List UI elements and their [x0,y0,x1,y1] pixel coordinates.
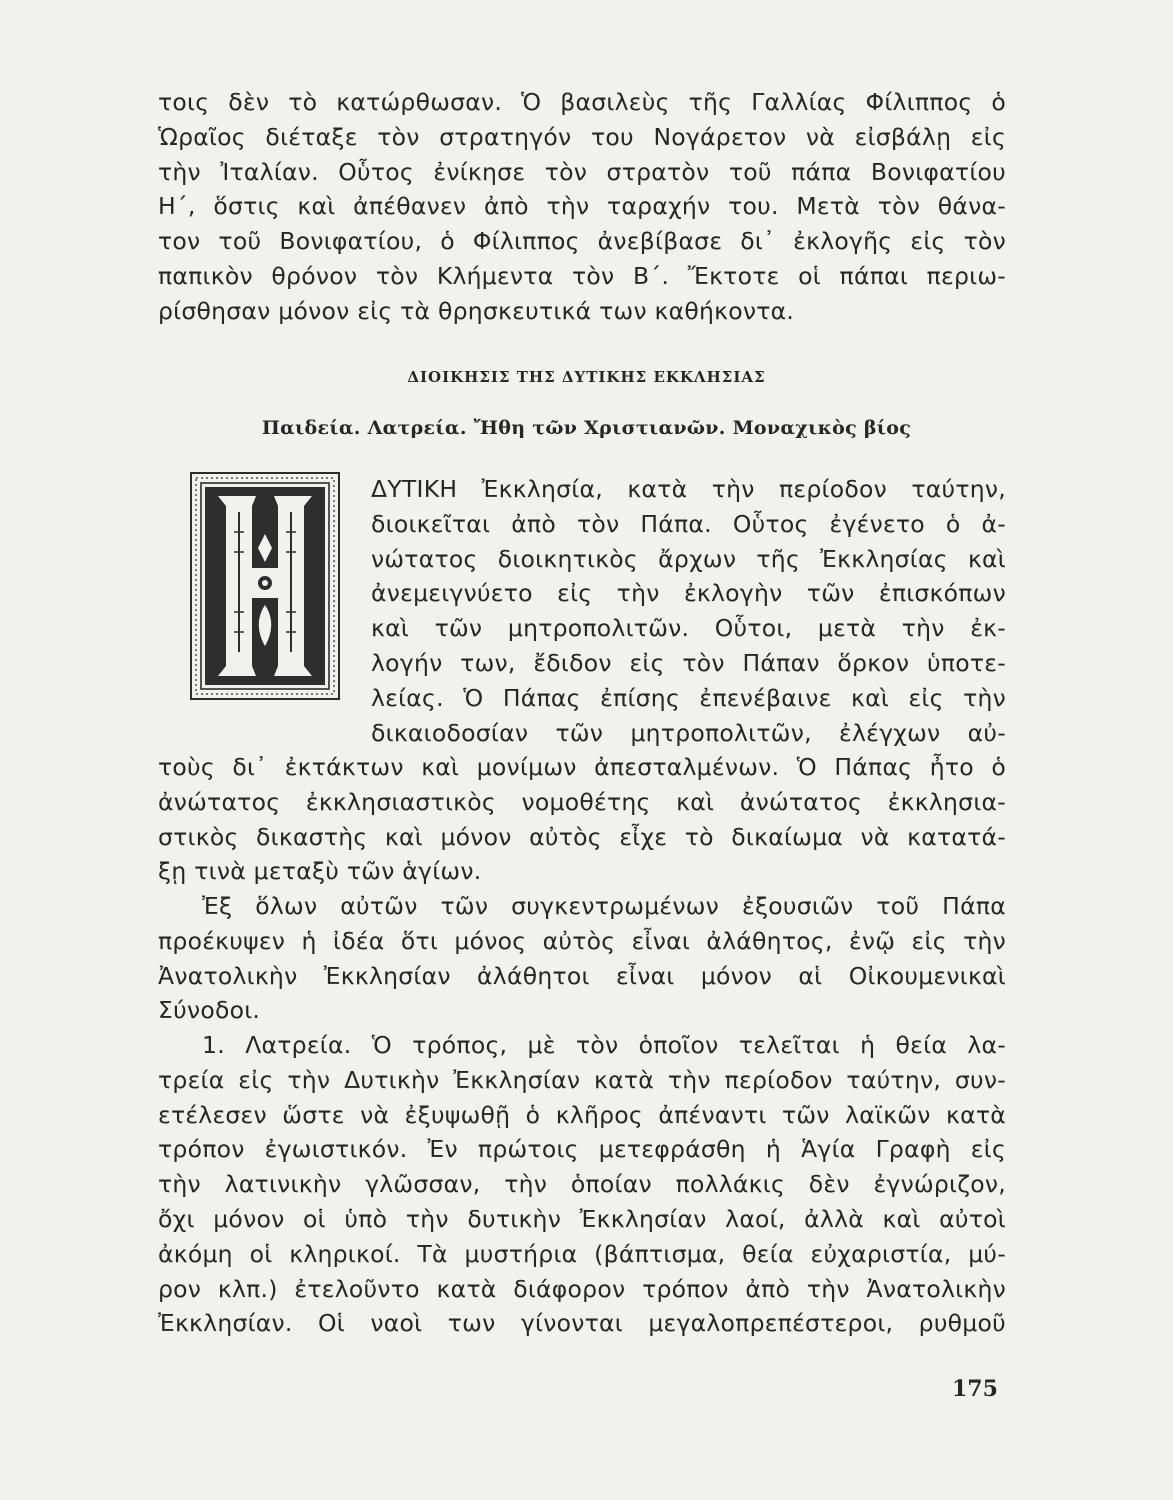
intro-paragraph [158,85,1006,329]
text-line: ὄχι μόνον οἱ ὑπὸ τὴν δυτικὴν Ἐκκλησίαν λαοί, ἀλλὰ καὶ αὐτοὶ [158,1204,1006,1233]
text-line: Ἐξ ὅλων αὐτῶν τῶν συγκεντρωμένων ἐξουσιῶν τοῦ Πάπα [202,892,1006,920]
text-line: λείας. Ὁ Πάπας ἐπίσης ἐπενέβαινε καὶ εἰς τὴν [371,683,1006,712]
text-line: Η΄, ὅστις καὶ ἀπέθανεν ἀπὸ τὴν ταραχήν του. Μετὰ τὸν θάνα- [158,192,1006,221]
text-line: τοὺς δι᾽ ἐκτάκτων καὶ μονίμων ἀπεσταλμένων. Ὁ Πάπας ἦτο ὁ [158,753,1006,781]
decorated-initial-letter [190,472,340,700]
paragraph-worship [158,1028,1006,1341]
text-line: ξῃ τινὰ μεταξὺ τῶν ἁγίων. [158,857,482,886]
text-line: παπικὸν θρόνον τὸν Κλήμεντα τὸν Β΄. Ἔκτοτε οἱ πάπαι περιω- [158,261,1006,290]
text-line: Ἐκκλησίαν. Οἱ ναοὶ των γίνονται μεγαλοπρεπέστεροι, ρυθμοῦ [158,1309,1006,1338]
text-line: καὶ τῶν μητροπολιτῶν. Οὗτοι, μετὰ τὴν ἐκ- [371,614,1006,643]
text-line: τον τοῦ Βονιφατίου, ὁ Φίλιππος ἀνεβίβασε δι᾽ ἐκλογῆς εἰς τὸν [158,227,1006,256]
text-line: στικὸς δικαστὴς καὶ μόνον αὐτὸς εἶχε τὸ δικαίωμα νὰ κατατά- [158,822,1006,851]
text-line: Σύνοδοι. [158,996,261,1025]
text-line: τὴν Ἰταλίαν. Οὗτος ἐνίκησε τὸν στρατὸν τοῦ πάπα Βονιφατίου [158,157,1006,186]
page-number: 175 [952,1376,998,1402]
text-line: ρον κλπ.) ἐτελοῦντο κατὰ διάφορον τρόπον ἀπὸ τὴν Ἀνατολικὴν [158,1274,1006,1303]
text-line: Ὡραῖος διέταξε τὸν στρατηγόν του Νογάρετον νὰ εἰσβάλῃ εἰς [158,122,1006,151]
text-line: δικαιοδοσίαν τῶν μητροπολιτῶν, ἐλέγχων αὐ- [371,718,1006,747]
body-paragraph-full [158,750,1006,889]
body-paragraph-narrow [371,472,1006,750]
text-line: ἀνώτατος ἐκκλησιαστικὸς νομοθέτης καὶ ἀνώτατος ἐκκλησια- [158,787,1006,816]
text-line: νώτατος διοικητικὸς ἄρχων τῆς Ἐκκλησίας καὶ [371,544,1006,573]
text-line: ΔΥΤΙΚΗ Ἐκκλησία, κατὰ τὴν περίοδον ταύτην, [371,475,1006,503]
text-line: τρόπον ἐγωιστικόν. Ἐν πρώτοις μετεφράσθη ἡ Ἁγία Γραφὴ εἰς [158,1135,1006,1164]
text-line: ετέλεσεν ὥστε νὰ ἐξυψωθῇ ὁ κλῆρος ἀπέναντι τῶν λαϊκῶν κατὰ [158,1100,1006,1129]
section-subtitle: Παιδεία. Λατρεία. Ἤθη τῶν Χριστιανῶν. Μοναχικὸς βίος [261,417,912,439]
text-line: τρεία εἰς τὴν Δυτικὴν Ἐκκλησίαν κατὰ τὴν περίοδον ταύτην, συν- [158,1065,1006,1094]
text-line: τὴν λατινικὴν γλῶσσαν, τὴν ὁποίαν πολλάκις δὲν ἐγνώριζον, [158,1170,1006,1199]
text-line: ἀκόμη οἱ κληρικοί. Τὰ μυστήρια (βάπτισμα, θεία εὐχαριστία, μύ- [158,1239,1006,1268]
text-line: προέκυψεν ἡ ἰδέα ὅτι μόνος αὐτὸς εἶναι ἀλάθητος, ἐνῷ εἰς τὴν [158,926,1006,955]
section-title: ΔΙΟΙΚΗΣΙΣ ΤΗΣ ΔΥΤΙΚΗΣ ΕΚΚΛΗΣΙΑΣ [407,368,766,386]
text-line: λογήν των, ἔδιδον εἰς τὸν Πάπαν ὅρκον ὑποτε- [371,648,1006,677]
text-line: ρίσθησαν μόνον εἰς τὰ θρησκευτικά των καθήκοντα. [158,296,795,325]
text-line: ἀνεμειγνύετο εἰς τὴν ἐκλογὴν τῶν ἐπισκόπων [371,579,1006,608]
text-line: τοις δὲν τὸ κατώρθωσαν. Ὁ βασιλεὺς τῆς Γαλλίας Φίλιππος ὁ [158,88,1006,116]
text-line: διοικεῖται ἀπὸ τὸν Πάπα. Οὗτος ἐγένετο ὁ ἀ- [371,509,1006,538]
paragraph-infallibility [158,889,1006,1028]
text-line: Ἀνατολικὴν Ἐκκλησίαν ἀλάθητοι εἶναι μόνον αἱ Οἰκουμενικαὶ [158,961,1006,990]
text-line: 1. Λατρεία. Ὁ τρόπος, μὲ τὸν ὁποῖον τελεῖται ἡ θεία λα- [202,1031,1006,1059]
